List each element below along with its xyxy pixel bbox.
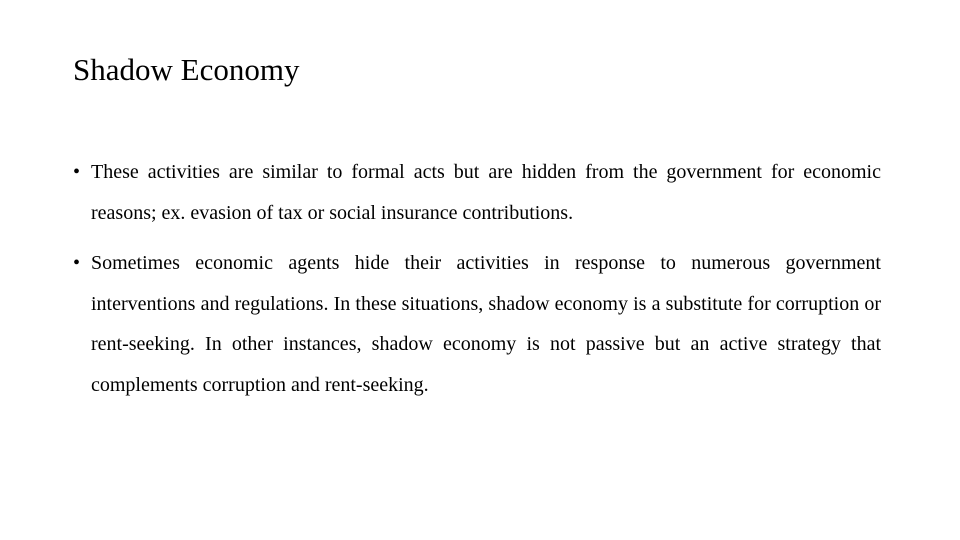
bullet-item: [73, 243, 881, 405]
bullet-text: These activities are similar to formal acts but are hidden from the government for economic reasons; ex. evasion of tax or social insurance contributions.: [91, 161, 881, 224]
bullet-marker: •: [73, 161, 81, 183]
bullet-marker: •: [73, 252, 81, 274]
bullet-item: [73, 152, 881, 233]
slide-title: Shadow Economy: [73, 52, 300, 87]
bullet-text: Sometimes economic agents hide their activities in response to numerous government interventions and regulations. In these situations, shadow economy is a substitute for corruption or rent-seeking. In other instances, shadow economy is not passive but an active strategy that complements corruption and rent-seeking.: [91, 252, 881, 396]
bullet-list: [73, 152, 881, 415]
